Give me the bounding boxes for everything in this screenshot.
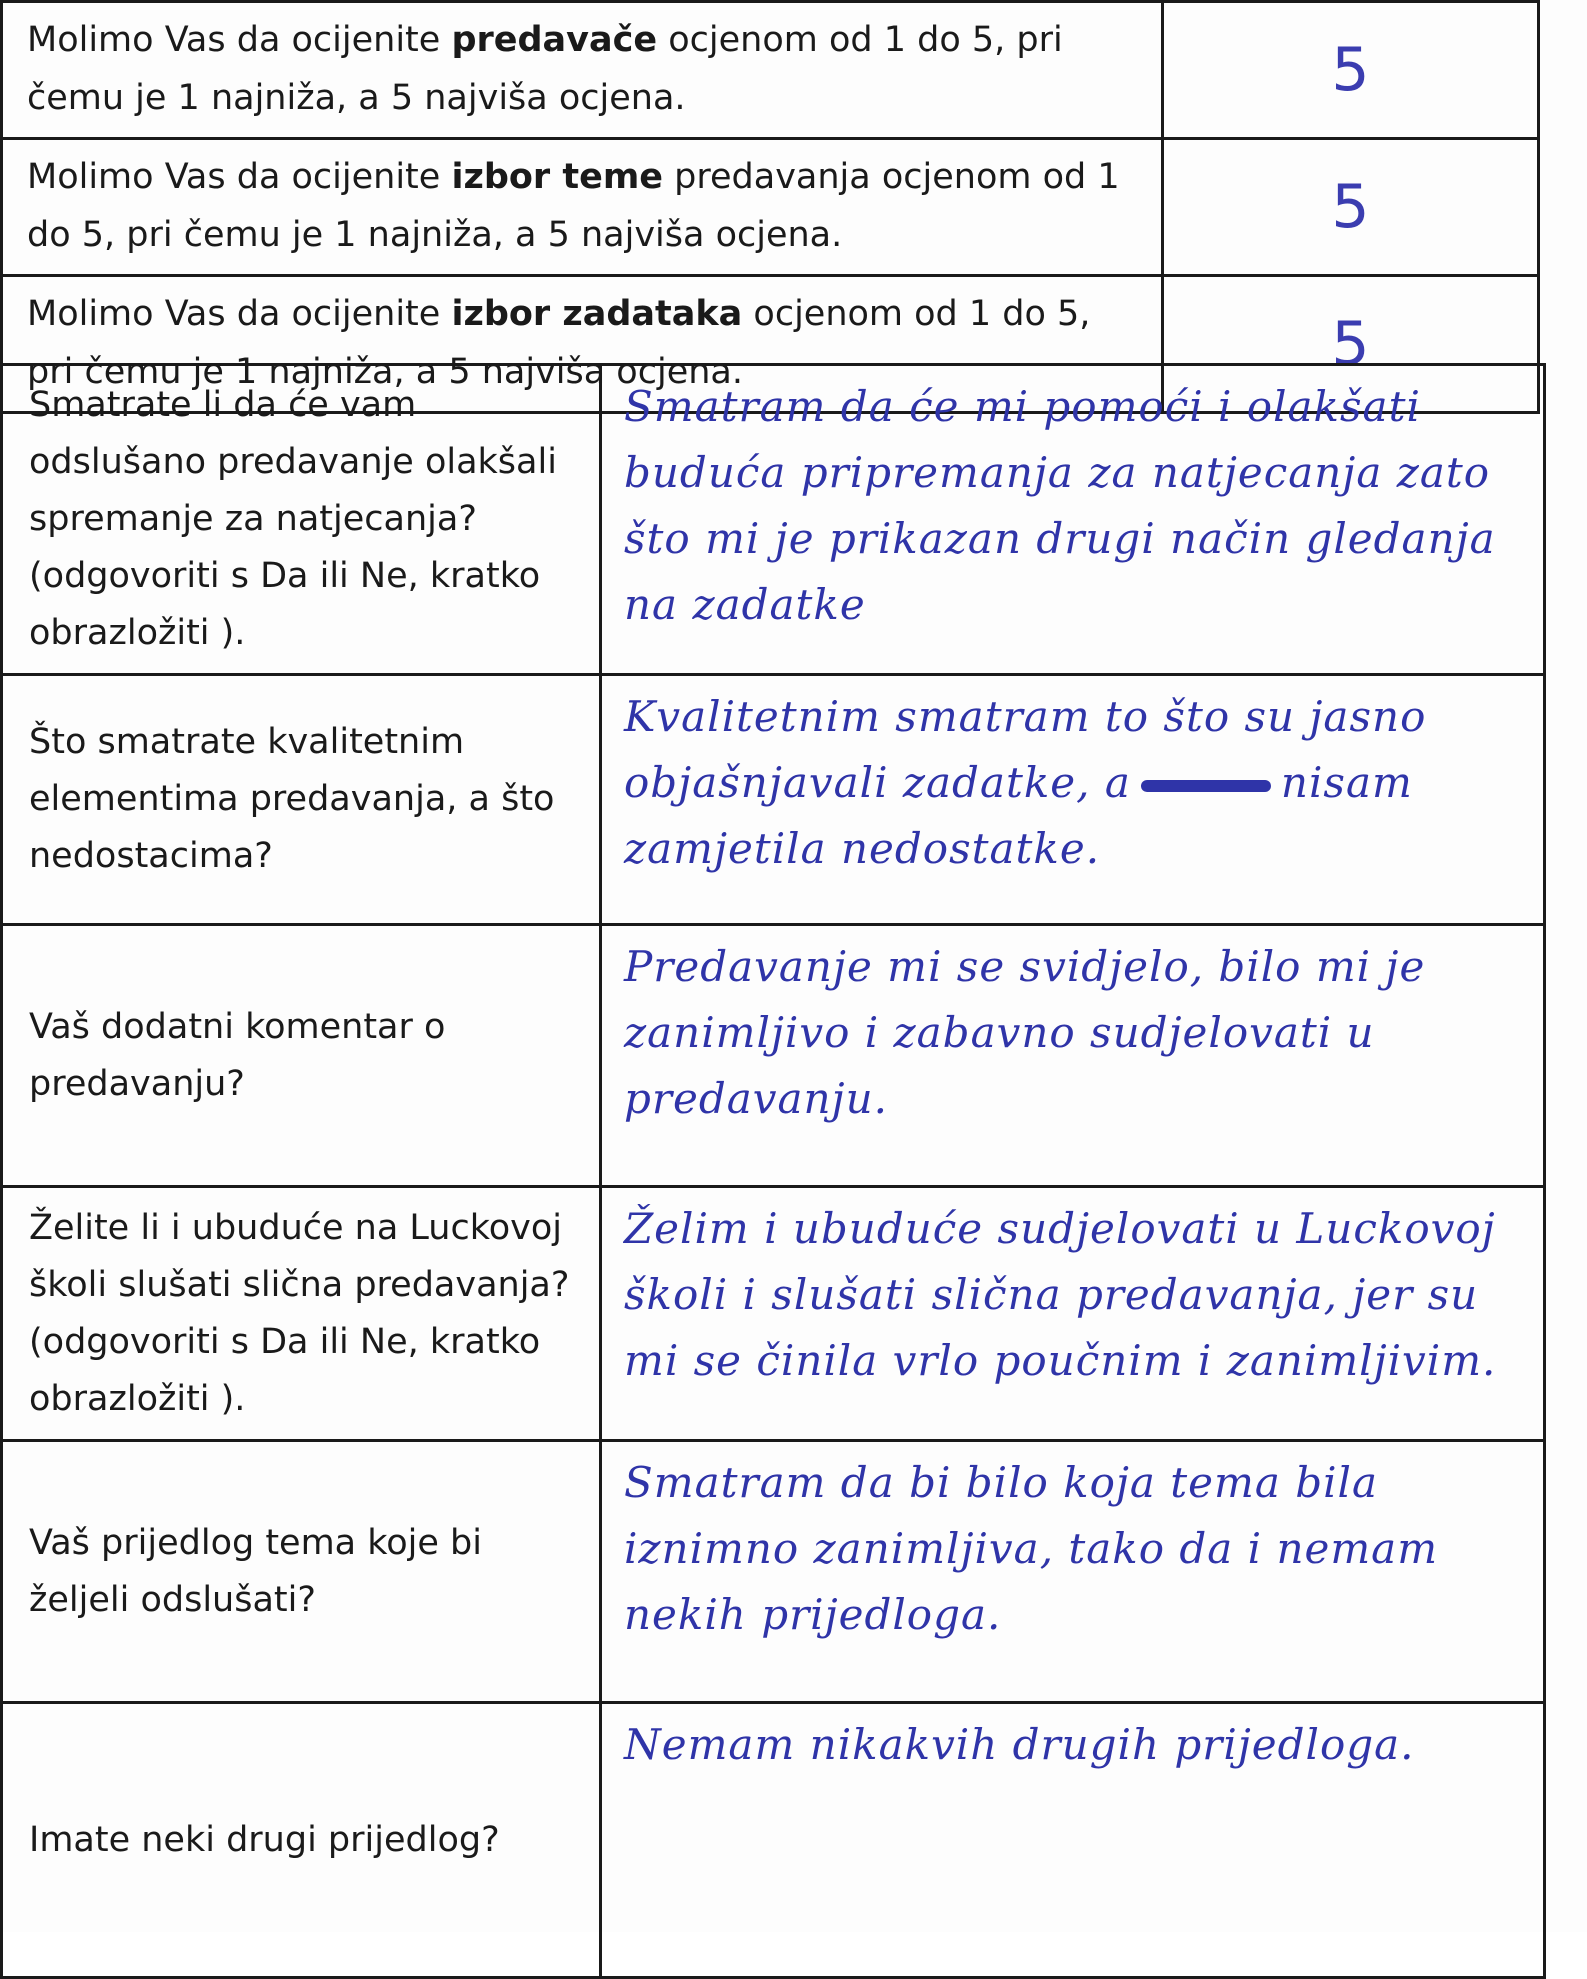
rating-table xyxy=(0,0,1540,414)
question-prefix: Molimo Vas da ocijenite xyxy=(27,157,452,197)
scribbled-out-word xyxy=(1141,780,1271,792)
rating-score-lecturers[interactable]: 5 xyxy=(1163,2,1539,139)
open-question-label: Što smatrate kvalitetnim elementima predavanja, a što nedostacima? xyxy=(2,675,601,925)
rating-question xyxy=(2,139,1163,276)
open-question-label: Želite li i ubuduće na Luckovoj školi slušati slična predavanja? (odgovoriti s Da ili Ne, kratko obrazložiti ). xyxy=(2,1187,601,1441)
rating-row-topic xyxy=(2,139,1539,276)
question-suffix: predavanja ocjenom od 1 do 5, pri čemu je 1 najniža, a 5 najviša ocjena. xyxy=(27,157,1120,255)
open-answer-field[interactable]: Želim i ubuduće sudjelovati u Luckovoj školi i slušati slična predavanja, jer su mi se činila vrlo poučnim i zanimljivim. xyxy=(601,1187,1545,1441)
open-row-future xyxy=(2,1187,1545,1441)
open-row-competition-help xyxy=(2,365,1545,675)
open-row-other-suggestions xyxy=(2,1703,1545,1978)
open-row-quality xyxy=(2,675,1545,925)
open-question-label: Vaš dodatni komentar o predavanju? xyxy=(2,925,601,1187)
question-prefix: Molimo Vas da ocijenite xyxy=(27,294,452,334)
open-row-topic-suggestions xyxy=(2,1441,1545,1703)
open-question-label: Smatrate li da će vam odslušano predavanje olakšali spremanje za natjecanja? (odgovoriti s Da ili Ne, kratko obrazložiti ). xyxy=(2,365,601,675)
rating-score-tasks[interactable]: 5 xyxy=(1163,276,1539,413)
question-bold-term: predavače xyxy=(451,20,658,60)
open-question-label: Vaš prijedlog tema koje bi željeli odslušati? xyxy=(2,1441,601,1703)
rating-row-lecturers xyxy=(2,2,1539,139)
open-answer-field[interactable]: Smatram da bi bilo koja tema bila iznimno zanimljiva, tako da i nemam nekih prijedloga. xyxy=(601,1441,1545,1703)
open-answer-field[interactable] xyxy=(601,675,1545,925)
rating-score-topic[interactable]: 5 xyxy=(1163,139,1539,276)
answer-text-start: Kvalitetnim smatram to što su jasno objašnjavali zadatke, a xyxy=(624,692,1427,807)
question-suffix: ocjenom od 1 do 5, pri čemu je 1 najniža, a 5 najviša ocjena. xyxy=(27,20,1063,118)
question-prefix: Molimo Vas da ocijenite xyxy=(27,20,452,60)
question-bold-term: izbor zadataka xyxy=(451,294,743,334)
open-answer-field[interactable]: Smatram da će mi pomoći i olakšati buduća pripremanja za natjecanja zato što mi je prikazan drugi način gledanja na zadatke xyxy=(601,365,1545,675)
open-questions-table xyxy=(0,363,1546,1979)
open-answer-field[interactable]: Predavanje mi se svidjelo, bilo mi je zanimljivo i zabavno sudjelovati u predavanju. xyxy=(601,925,1545,1187)
open-row-comment xyxy=(2,925,1545,1187)
question-suffix: ocjenom od 1 do 5, pri čemu je 1 najniža, a 5 najviša ocjena. xyxy=(27,294,1091,392)
open-answer-field[interactable]: Nemam nikakvih drugih prijedloga. xyxy=(601,1703,1545,1978)
question-bold-term: izbor teme xyxy=(451,157,664,197)
open-question-label: Imate neki drugi prijedlog? xyxy=(2,1703,601,1978)
answer-text-end: nisam zamjetila nedostatke. xyxy=(624,758,1413,873)
rating-question xyxy=(2,2,1163,139)
